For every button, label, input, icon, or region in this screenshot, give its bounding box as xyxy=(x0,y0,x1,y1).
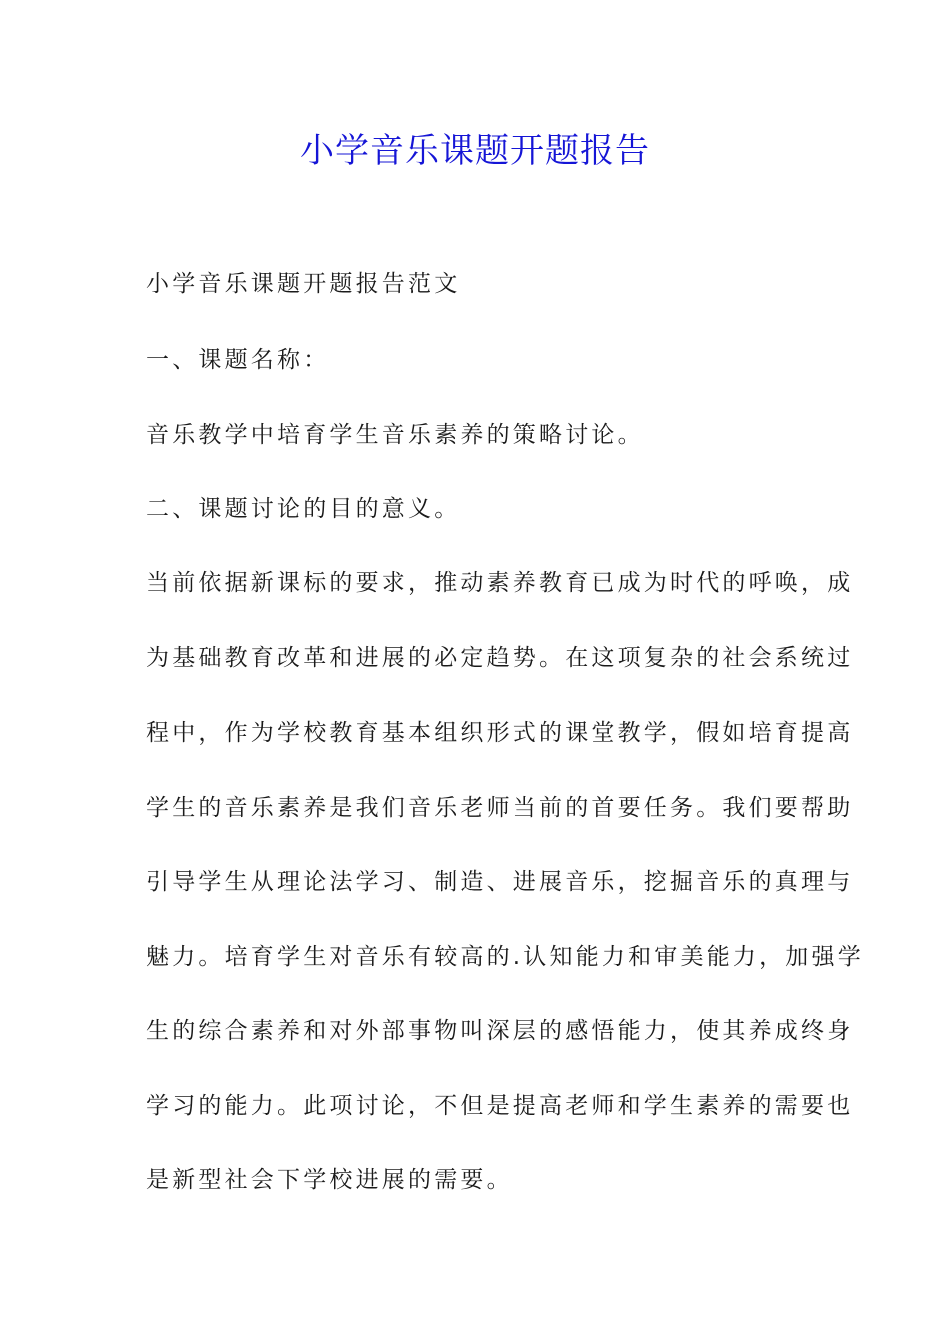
paragraph-line: 引导学生从理论法学习、制造、进展音乐，挖掘音乐的真理与 xyxy=(146,869,854,895)
paragraph-line: 生的综合素养和对外部事物叫深层的感悟能力，使其养成终身 xyxy=(146,1018,854,1044)
paragraph-line: 程中，作为学校教育基本组织形式的课堂教学，假如培育提高 xyxy=(146,720,854,746)
paragraph-line: 学习的能力。此项讨论，不但是提高老师和学生素养的需要也 xyxy=(146,1093,854,1119)
paragraph-line: 魅力。培育学生对音乐有较高的.认知能力和审美能力，加强学 xyxy=(146,944,864,970)
section2-heading: 二、课题讨论的目的意义。 xyxy=(146,496,461,522)
document-title: 小学音乐课题开题报告 xyxy=(300,131,650,171)
section1-heading: 一、课题名称： xyxy=(146,347,330,373)
section1-text: 音乐教学中培育学生音乐素养的策略讨论。 xyxy=(146,422,644,448)
document-subtitle: 小学音乐课题开题报告范文 xyxy=(146,271,461,297)
paragraph-line: 为基础教育改革和进展的必定趋势。在这项复杂的社会系统过 xyxy=(146,645,854,671)
paragraph-line: 学生的音乐素养是我们音乐老师当前的首要任务。我们要帮助 xyxy=(146,795,854,821)
paragraph-line: 是新型社会下学校进展的需要。 xyxy=(146,1167,513,1193)
paragraph-line: 当前依据新课标的要求，推动素养教育已成为时代的呼唤，成 xyxy=(146,570,854,596)
